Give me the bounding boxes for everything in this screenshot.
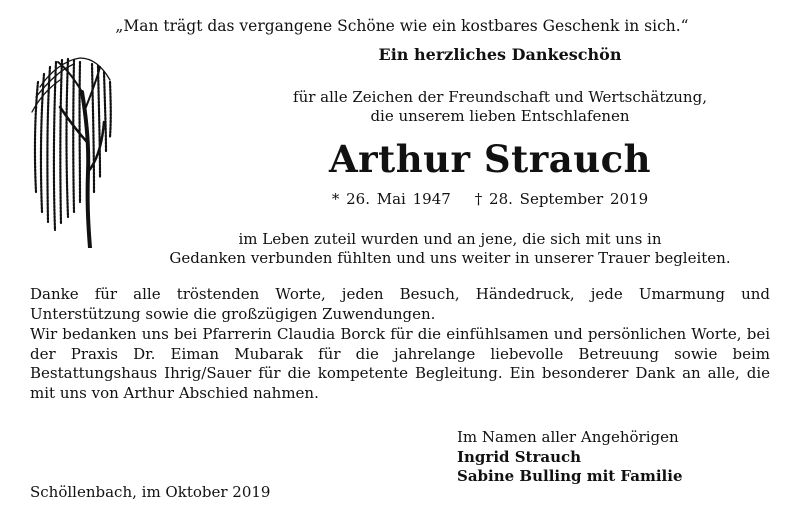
intro-line-1: für alle Zeichen der Freundschaft und Wertschätzung, xyxy=(293,88,707,106)
place-date: Schöllenbach, im Oktober 2019 xyxy=(30,483,271,501)
deceased-name: Arthur Strauch xyxy=(328,137,652,181)
thanks-line-2: Gedanken verbunden fühlten und uns weiter in unserer Trauer begleiten. xyxy=(169,249,731,267)
paragraph-2: Wir bedanken uns bei Pfarrerin Claudia Borck für die einfühlsamen und persönlichen Worte, bei der Praxis Dr. Eiman Mubarak für die jahrelange liebevolle Betreuung sowie beim Bestattungshaus Ihrig/Sauer für die kompetente Begleitung. Ein besonderer Dank an alle, die mit uns von Arthur Abschied nahmen. xyxy=(30,325,770,402)
intro-line-2: die unserem lieben Entschlafenen xyxy=(370,107,630,125)
quote: „Man trägt das vergangene Schöne wie ein kostbares Geschenk in sich.“ xyxy=(115,17,689,35)
intro-text xyxy=(200,88,800,126)
signature-name-2: Sabine Bulling mit Familie xyxy=(457,467,683,485)
thanks-line-1: im Leben zuteil wurden und an jene, die sich mit uns in xyxy=(238,230,662,248)
signature-name-1: Ingrid Strauch xyxy=(457,447,582,466)
weeping-willow-icon xyxy=(30,52,114,248)
life-dates xyxy=(200,190,780,208)
signature-block xyxy=(457,428,682,487)
death-date: † 28. September 2019 xyxy=(474,190,649,208)
paragraph-1: Danke für alle tröstenden Worte, jeden Besuch, Händedruck, jede Umarmung und Unterstützung sowie die großzügigen Zuwendungen. xyxy=(30,285,770,323)
birth-date: * 26. Mai 1947 xyxy=(331,190,451,208)
thanks-text xyxy=(100,230,800,268)
heading: Ein herzliches Dankeschön xyxy=(378,45,622,64)
signature-intro: Im Namen aller Angehörigen xyxy=(457,428,679,446)
